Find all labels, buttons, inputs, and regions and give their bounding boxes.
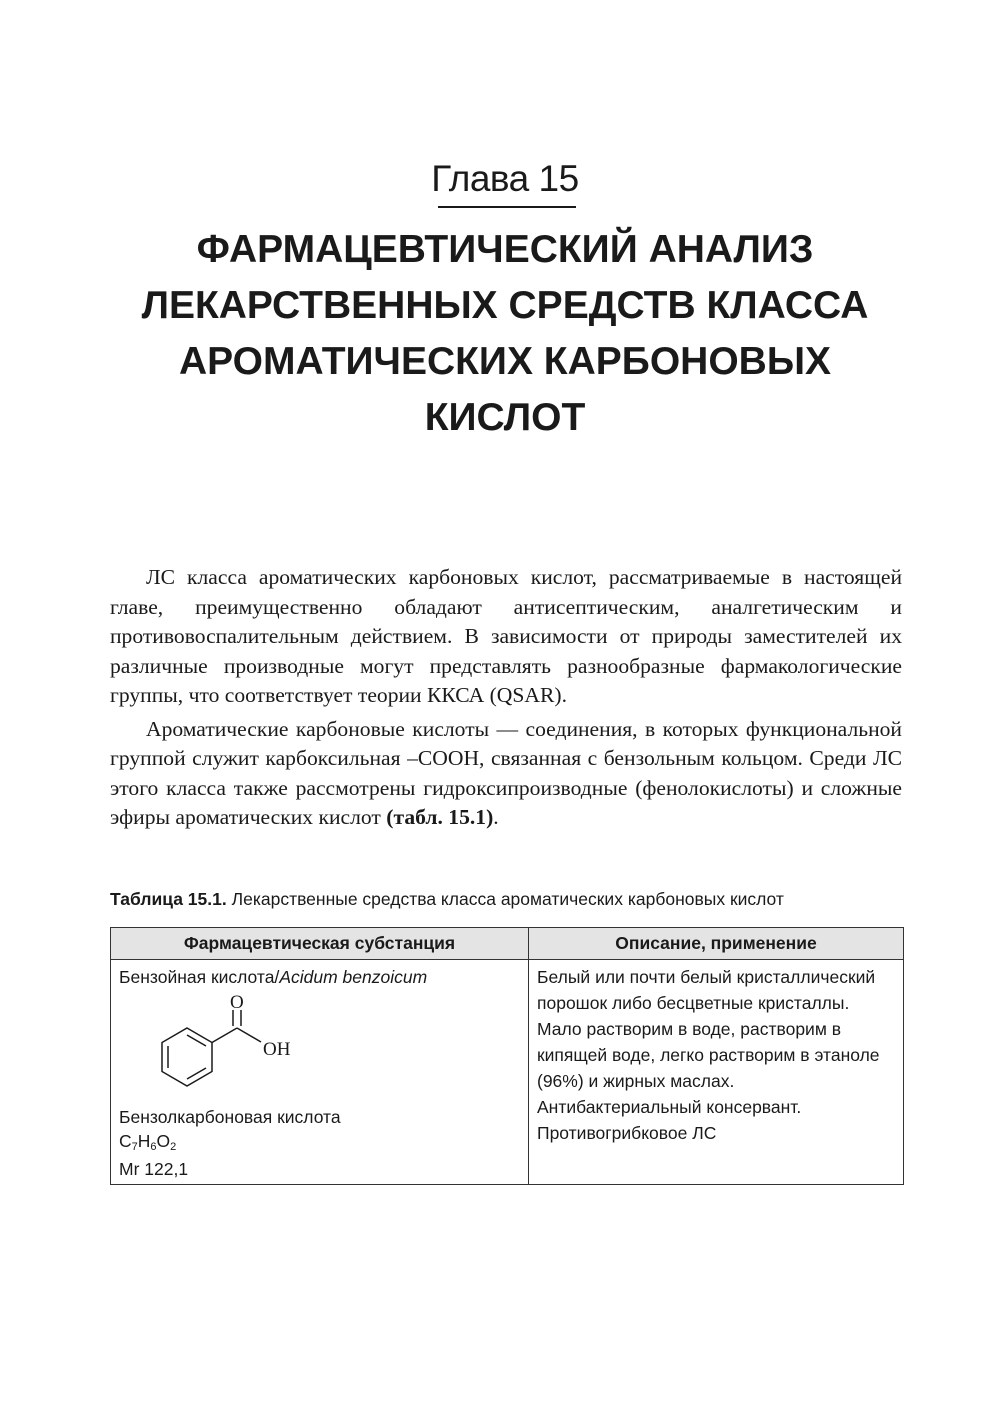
chapter-title: ФАРМАЦЕВТИЧЕСКИЙ АНАЛИЗ ЛЕКАРСТВЕННЫХ СРЕДСТВ КЛАССА АРОМАТИЧЕСКИХ КАРБОНОВЫХ КИСЛОТ (141, 228, 869, 439)
application-text: Антибактериальный консервант. Противогрибковое ЛС (537, 1097, 802, 1143)
iupac-name: Бензолкарбоновая кислота (119, 1107, 341, 1127)
formula-c-count: 7 (131, 1141, 138, 1153)
formula-o-count: 2 (170, 1141, 177, 1153)
substance-cell (111, 960, 529, 1185)
substance-name-ru: Бензойная кислота/ (119, 967, 280, 987)
formula-o: O (156, 1131, 171, 1151)
body-text (110, 563, 902, 837)
table-caption (110, 889, 910, 910)
chapter-label: Глава 15 (431, 158, 579, 199)
paragraph-definition-text: Ароматические карбоновые кислоты — соединения, в которых функциональной группой служит карбоксильная –СООН, связанная с бензольным кольцом. Среди ЛС этого класса также рассмотрены гидроксипроизводные (фенолокислоты) и сложные эфиры ароматических кислот (110, 716, 902, 829)
table-header-row (111, 928, 904, 960)
molecular-formula (119, 1130, 520, 1158)
benzoic-acid-structure (127, 992, 327, 1104)
molecular-mass: Mr 122,1 (119, 1159, 189, 1179)
hydroxyl-label: OH (263, 1039, 291, 1060)
header-substance: Фармацевтическая субстанция (111, 928, 529, 960)
substance-name (119, 964, 520, 990)
formula-h: H (137, 1131, 151, 1151)
paragraph-end: . (493, 805, 499, 829)
table-row (111, 960, 904, 1185)
paragraph-definition (110, 715, 902, 833)
formula-h-count: 6 (150, 1141, 157, 1153)
paragraph-intro: ЛС класса ароматических карбоновых кислот, рассматриваемые в настоящей главе, преимущественно обладают антисептическим, аналгетическим и противовоспалительным действием. В зависимости от природы заместителей их различные производные могут представлять разнообразные фармакологические группы, что соответствует теории ККСА (QSAR). (110, 565, 902, 707)
table-caption-text: Лекарственные средства класса ароматических карбоновых кислот (226, 889, 784, 909)
formula-c: C (119, 1131, 132, 1151)
table-reference: (табл. 15.1) (386, 805, 494, 829)
oxygen-label: O (230, 992, 244, 1013)
description-cell (529, 960, 904, 1185)
substance-name-latin: Acidum benzoicum (279, 967, 428, 987)
description-text: Белый или почти белый кристаллический порошок либо бесцветные кристаллы. Мало растворим в воде, растворим в кипящей воде, легко растворим в этаноле (96%) и жирных маслах. (537, 967, 880, 1091)
substances-table (110, 927, 904, 1185)
header-description: Описание, применение (529, 928, 904, 960)
table-caption-number: Таблица 15.1. (110, 889, 227, 909)
chapter-rule (438, 206, 576, 208)
